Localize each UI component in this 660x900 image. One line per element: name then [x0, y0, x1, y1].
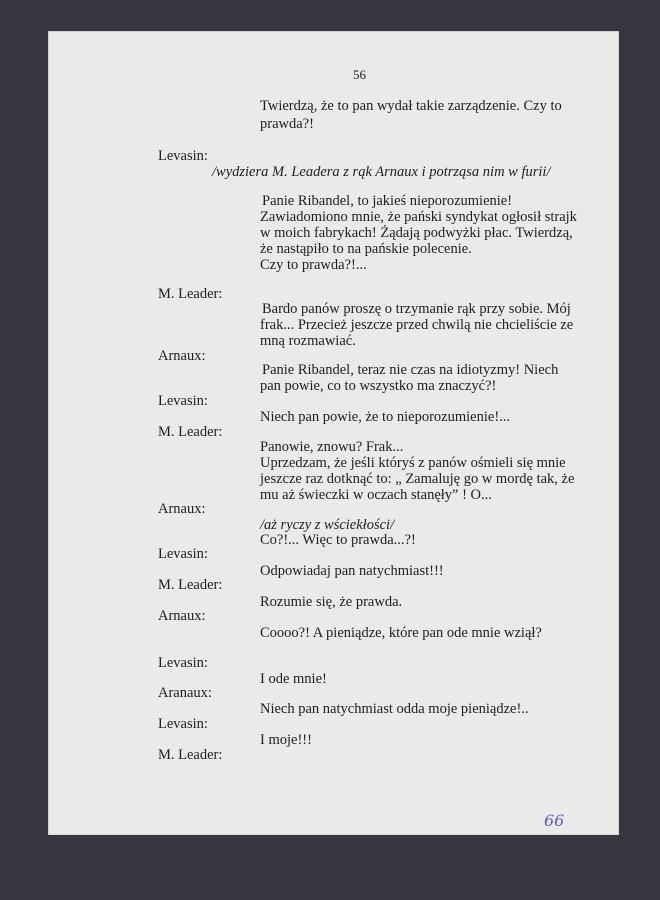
dialogue-line: pan powie, co to wszystko ma znaczyć?! [260, 378, 497, 394]
dialogue-line: Panie Ribandel, teraz nie czas na idiotyzmy! Niech [262, 362, 559, 378]
dialogue-line: Zawiadomiono mnie, że pański syndykat ogłosił strajk [260, 209, 577, 225]
page-number: 56 [353, 67, 366, 82]
dialogue-line: Niech pan powie, że to nieporozumienie!... [260, 409, 511, 425]
dialogue-line: Rozumie się, że prawda. [260, 594, 403, 610]
dialogue-line: Co?!... Więc to prawda...?! [260, 532, 416, 548]
speaker-label: Levasin: [158, 393, 208, 409]
speaker-label: Arnaux: [158, 501, 206, 517]
stage-direction: /aż ryczy z wściekłości/ [260, 517, 395, 533]
speaker-label: Levasin: [158, 546, 208, 562]
dialogue-line: Coooo?! A pieniądze, które pan ode mnie wziął? [260, 625, 542, 641]
dialogue-line: Uprzedzam, że jeśli któryś z panów ośmieli się mnie [260, 455, 566, 471]
dialogue-line: Czy to prawda?!... [260, 257, 367, 273]
dialogue-line: w moich fabrykach! Żądają podwyżki płac. Twierdzą, [260, 225, 573, 241]
dialogue-line: I ode mnie! [260, 671, 327, 687]
dialogue-line: frak... Przecież jeszcze przed chwilą nie chcieliście ze [260, 317, 574, 333]
dialogue-line: Niech pan natychmiast odda moje pieniądze!.. [260, 701, 529, 717]
document-page [48, 31, 619, 835]
speaker-label: Aranaux: [158, 685, 212, 701]
handwritten-page-mark: 66 [544, 811, 565, 830]
dialogue-line: mu aż świeczki w oczach stanęły” ! O... [260, 487, 492, 503]
dialogue-line: I moje!!! [260, 732, 312, 748]
speaker-label: M. Leader: [158, 286, 223, 302]
dialogue-line: prawda?! [260, 116, 314, 132]
stage-direction: /wydziera M. Leadera z rąk Arnaux i potrząsa nim w furii/ [212, 164, 551, 180]
dialogue-line: Panie Ribandel, to jakieś nieporozumienie! [262, 193, 513, 209]
speaker-label: M. Leader: [158, 747, 223, 763]
dialogue-line: Odpowiadaj pan natychmiast!!! [260, 563, 444, 579]
dialogue-line: Twierdzą, że to pan wydał takie zarządzenie. Czy to [260, 98, 562, 114]
dialogue-line: mną rozmawiać. [260, 333, 356, 349]
speaker-label: Arnaux: [158, 348, 206, 364]
dialogue-line: że nastąpiło to na pańskie polecenie. [260, 241, 472, 257]
speaker-label: Arnaux: [158, 608, 206, 624]
speaker-label: Levasin: [158, 716, 208, 732]
speaker-label: M. Leader: [158, 577, 223, 593]
dialogue-line: Bardo panów proszę o trzymanie rąk przy sobie. Mój [262, 301, 571, 317]
dialogue-line: jeszcze raz dotknąć to: „ Zamaluję go w mordę tak, że [260, 471, 575, 487]
dialogue-line: Panowie, znowu? Frak... [260, 439, 404, 455]
speaker-label: Levasin: [158, 655, 208, 671]
speaker-label: M. Leader: [158, 424, 223, 440]
speaker-label: Levasin: [158, 148, 208, 164]
